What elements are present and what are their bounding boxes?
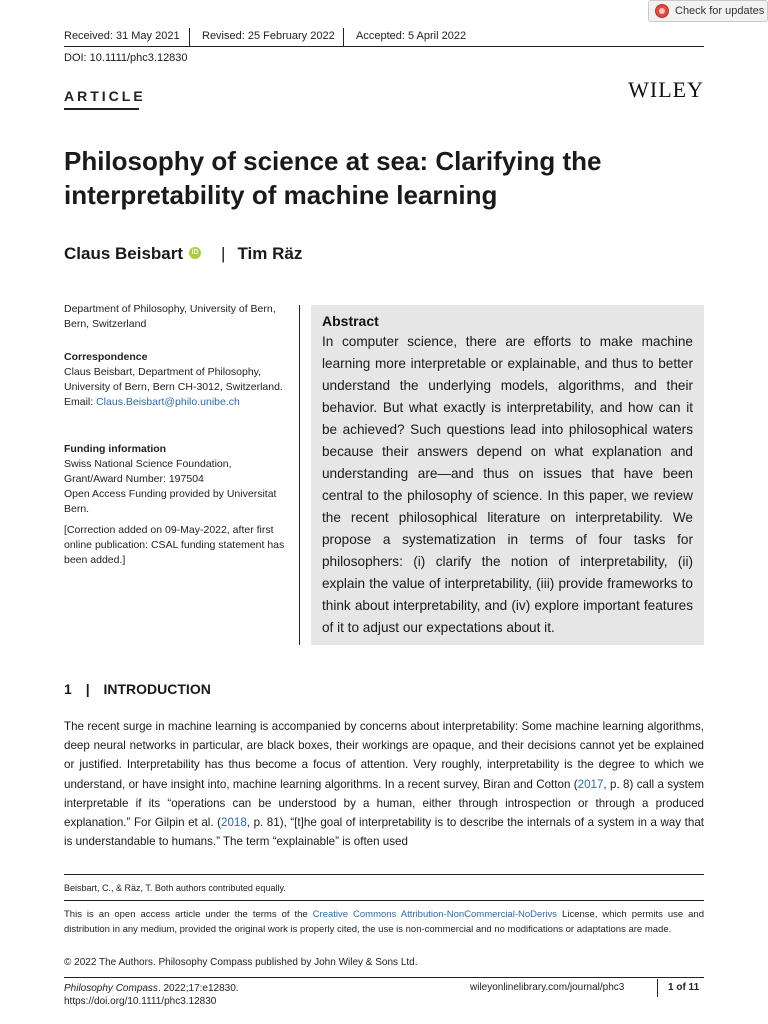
header-divider (189, 28, 190, 46)
license-text: License, which permits use and distribution in any medium, provided the original work is properly cited, the use is non-commercial and no modifications or adaptations are made. (64, 909, 704, 935)
license-link[interactable]: Creative Commons Attribution-NonCommercial-NoDerivs (312, 909, 558, 920)
abstract-box (311, 305, 704, 645)
correction-note: [Correction added on 09-May-2022, after first online publication: CSAL funding statement has been added.] (64, 524, 285, 566)
accepted-date: Accepted: 5 April 2022 (356, 30, 467, 42)
check-for-updates-label: Check for updates (675, 5, 765, 17)
affiliation: Department of Philosophy, University of Bern, Bern, Switzerland (64, 303, 276, 330)
received-date: Received: 31 May 2021 (64, 30, 180, 42)
header-divider (343, 28, 344, 46)
copyright-note: © 2022 The Authors. Philosophy Compass published by John Wiley & Sons Ltd. (64, 957, 418, 968)
body-text: , p. 8) call a system interpretable if its “operations can be understood by a human, either through introspection or through a produced explanation.” For Gilpin et al. ( (64, 777, 704, 830)
footer-citation (64, 982, 239, 1008)
author-separator: | (221, 244, 226, 263)
doi: DOI: 10.1111/phc3.12830 (64, 52, 188, 64)
author-list (64, 244, 302, 264)
funding-heading: Funding information (64, 443, 167, 455)
article-type-underline (64, 108, 139, 110)
revised-date: Revised: 25 February 2022 (202, 30, 335, 42)
email-label: Email: (64, 396, 97, 408)
header-rule (64, 46, 704, 47)
check-for-updates-button[interactable] (648, 0, 768, 22)
orcid-icon[interactable]: iD (189, 247, 201, 259)
citation-link[interactable]: 2017 (577, 777, 604, 791)
open-access-note: Open Access Funding provided by Universitat Bern. (64, 488, 277, 515)
abstract-text: In computer science, there are efforts to make machine learning more interpretable or explainable, and thus to better understand the underlying models, algorithms, and their behavior. But what exactly is interpretability, and how can it be achieved? Such questions lead into philosophical waters because their answers depend on what explanation and understanding are—and thus on issues that have been central to the philosophy of science. In this paper, we review the recent philosophical literature on interpretability. We propose a systematization in terms of four tasks for philosophers: (i) clarify the notion of interpretability, (ii) explain the value of interpretability, (iii) provide frameworks to think about interpretability, and (iv) explore important features of it to adjust our expectations about it. (322, 334, 693, 635)
footnote-rule (64, 874, 704, 875)
journal-name: Philosophy Compass (64, 983, 158, 994)
footer-doi-link[interactable]: https://doi.org/10.1111/phc3.12830 (64, 996, 217, 1007)
footer-divider (657, 979, 658, 997)
email-link[interactable]: Claus.Beisbart@philo.unibe.ch (96, 396, 240, 408)
section-separator: | (85, 681, 90, 697)
funding-block (64, 442, 292, 517)
section-heading (64, 681, 211, 697)
section-title: INTRODUCTION (103, 681, 211, 697)
funding-text: Swiss National Science Foundation, Grant/Award Number: 197504 (64, 458, 232, 485)
paper-title: Philosophy of science at sea: Clarifying the interpretability of machine learning (64, 146, 602, 210)
author-name: Tim Räz (237, 244, 303, 263)
abstract-heading: Abstract (322, 313, 379, 329)
footer-rule (64, 977, 704, 978)
license-rule (64, 900, 704, 901)
body-text: , p. 81), “[t]he goal of interpretability is to describe the internals of a system in a way that is understandable to humans.” The term “explainable” is often used (64, 816, 704, 849)
sidebar-divider (299, 305, 300, 645)
author-contribution-note: Beisbart, C., & Räz, T. Both authors contributed equally. (64, 883, 286, 893)
citation-text: . 2022;17:e12830. (157, 983, 239, 994)
license-text: This is an open access article under the terms of the (64, 909, 313, 920)
publisher-logo: WILEY (628, 77, 704, 102)
journal-site-link[interactable]: wileyonlinelibrary.com/journal/phc3 (470, 982, 625, 993)
correspondence-heading: Correspondence (64, 351, 148, 363)
citation-link[interactable]: 2018 (221, 816, 247, 830)
article-type: ARTICLE (64, 88, 146, 104)
correspondence-block (64, 350, 292, 410)
author-name: Claus Beisbart (64, 244, 184, 263)
update-badge-icon (655, 4, 669, 18)
body-text: The recent surge in machine learning is accompanied by concerns about interpretability: Some machine learning algorithms, deep neural networks in particular, are black boxes, their workings are opaque, and their decisions cannot yet be explained or justified. Interpretability has thus become a focus of attention. Very roughly, interpretability is the degree to which we understand, or have insight into, machine learning algorithms. In a recent survey, Biran and Cotton ( (64, 720, 704, 791)
page-number: 1 of 11 (668, 982, 700, 993)
correspondence-text: Claus Beisbart, Department of Philosophy, University of Bern, Bern CH-3012, Switzerland. (64, 366, 283, 393)
body-paragraph (64, 717, 704, 851)
section-number: 1 (64, 681, 72, 697)
license-note (64, 908, 704, 937)
